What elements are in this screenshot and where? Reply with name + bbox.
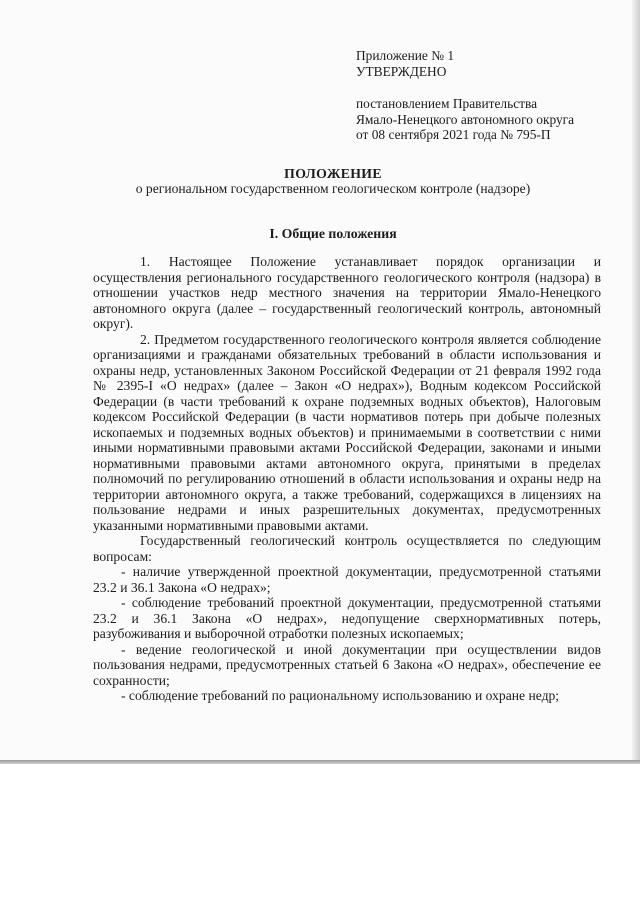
paragraph-1: 1. Настоящее Положение устанавливает порядок организации и осуществления регионального государственного геологического контроля (надзора) в отношении участков недр местного значения на территории Ямало-Ненецкого автономного округа (далее – государственный геологический контроль, автономный округ). <box>93 254 601 331</box>
document-title: ПОЛОЖЕНИЕ <box>284 166 382 181</box>
appendix-number: Приложение № 1 <box>356 48 455 63</box>
decree-line-3: от 08 сентября 2021 года № 795-П <box>356 127 551 142</box>
list-item-3: - ведение геологической и иной документации при осуществлении видов пользования недрами, предусмотренных статьей 6 Закона «О недрах», обеспечение ее сохранности; <box>93 641 601 688</box>
list-item-2: - соблюдение требований проектной документации, предусмотренной статьями 23.2 и 36.1 Закона «О недрах», недопущение сверхнормативных потерь, разубоживания и выборочной отработки полезных ископаемых; <box>93 595 601 641</box>
approval-gap <box>356 79 606 96</box>
document-subtitle: о региональном государственном геологическом контроле (надзоре) <box>135 181 531 196</box>
list-item-1: - наличие утвержденной проектной документации, предусмотренной статьями 23.2 и 36.1 Закона «О недрах»; <box>93 564 601 595</box>
approval-block <box>356 48 606 143</box>
decree-line-2: Ямало-Ненецкого автономного округа <box>356 111 575 127</box>
paragraph-2: 2. Предметом государственного геологического контроля является соблюдение организациями и гражданами обязательных требований в области использования и охраны недр, установленных Законом Российской Федерации от 21 февраля 1992 года № 2395-I «О недрах» (далее – Закон «О недрах»), Водным кодексом Российской Федерации (в части требований к охране подземных водных объектов), Налоговым кодексом Российской Федерации (в части нормативов потерь при добыче полезных ископаемых и подземных водных объектов) и принимаемыми в соответствии с ними иными нормативными правовыми актами Российской Федерации, законами и иными нормативными правовыми актами автономного округа, принятыми в пределах полномочий по регулированию отношений в области использования и охраны недр на территории автономного округа, а также требований, содержащихся в лицензиях на пользование недрами и иных разрешительных документах, предусмотренных указанными нормативными правовыми актами. <box>93 331 601 533</box>
section-heading: I. Общие положения <box>269 226 397 241</box>
scan-bottom-edge <box>0 760 640 764</box>
approved-stamp: УТВЕРЖДЕНО <box>356 63 447 79</box>
document-body <box>93 254 601 704</box>
list-item-4: - соблюдение требований по рациональному использованию и охране недр; <box>121 688 560 703</box>
scan-right-edge <box>632 0 640 762</box>
paragraph-3: Государственный геологический контроль осуществляется по следующим вопросам: <box>93 533 601 564</box>
decree-line-1: постановлением Правительства <box>356 96 538 111</box>
